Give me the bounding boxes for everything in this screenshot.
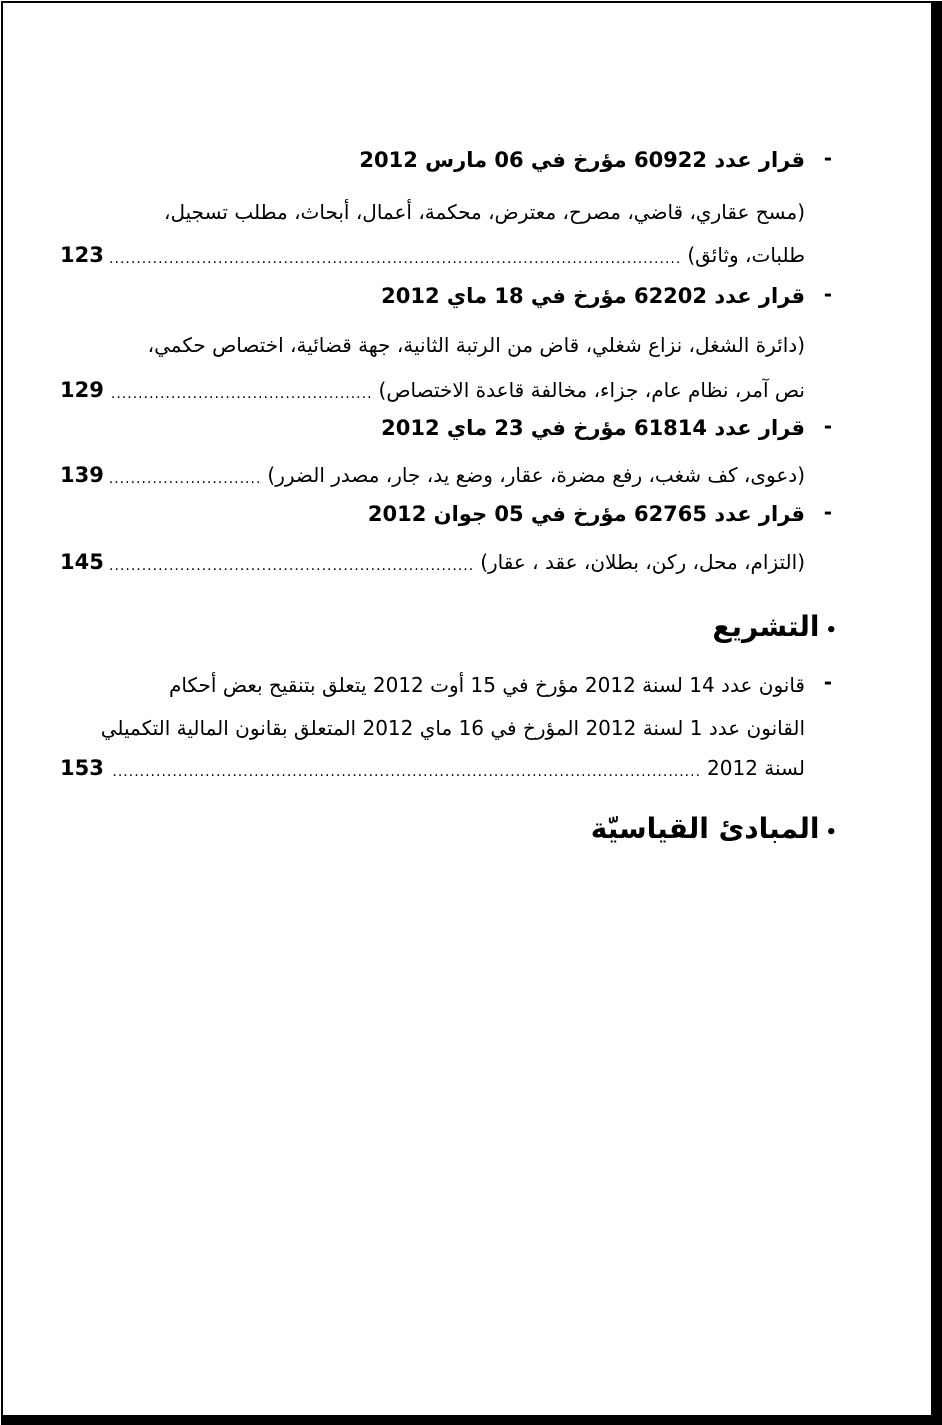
leader-dots — [110, 248, 681, 270]
decision-title: قرار عدد 61814 مؤرخ في 23 ماي 2012 — [381, 416, 805, 440]
page-number: 145 — [60, 550, 104, 574]
leader-dots — [110, 468, 262, 490]
decision-title: قرار عدد 60922 مؤرخ في 06 مارس 2012 — [359, 148, 805, 172]
list-dash: - — [823, 500, 832, 524]
list-dash: - — [823, 146, 832, 170]
section-title: التشريع — [712, 610, 820, 643]
bullet-icon: • — [825, 620, 837, 641]
toc-entry[interactable] — [60, 547, 805, 577]
page-number: 123 — [60, 243, 104, 267]
decision-title: قرار عدد 62202 مؤرخ في 18 ماي 2012 — [381, 284, 805, 308]
entry-text: لسنة 2012 — [707, 756, 805, 780]
leader-dots — [110, 761, 701, 783]
law-text: القانون عدد 1 لسنة 2012 المؤرخ في 16 ماي 2012 المتعلق بقانون المالية التكميلي — [100, 716, 805, 740]
page-number: 139 — [60, 463, 104, 487]
list-dash: - — [823, 282, 832, 306]
list-dash: - — [823, 414, 832, 438]
section-heading-principles — [591, 812, 837, 845]
toc-entry[interactable] — [60, 240, 805, 270]
page-number: 153 — [60, 756, 104, 780]
decision-keywords: (دائرة الشغل، نزاع شغلي، قاض من الرتبة الثانية، جهة قضائية، اختصاص حكمي، — [147, 333, 805, 357]
bullet-icon: • — [825, 822, 837, 843]
toc-entry[interactable] — [60, 753, 805, 783]
section-heading-legislation — [712, 610, 837, 643]
law-text: قانون عدد 14 لسنة 2012 مؤرخ في 15 أوت 2012 يتعلق بتنقيح بعض أحكام — [169, 673, 805, 697]
entry-text: (دعوى، كف شغب، رفع مضرة، عقار، وضع يد، جار، مصدر الضرر) — [267, 463, 805, 487]
entry-text: (التزام، محل، ركن، بطلان، عقد ، عقار) — [480, 550, 805, 574]
toc-entry[interactable] — [60, 460, 805, 490]
page-number: 129 — [60, 378, 104, 402]
decision-keywords: (مسح عقاري، قاضي، مصرح، معترض، محكمة، أعمال، أبحاث، مطلب تسجيل، — [164, 200, 805, 224]
leader-dots — [110, 555, 474, 577]
leader-dots — [110, 383, 373, 405]
toc-entry[interactable] — [60, 375, 805, 405]
entry-text: نص آمر، نظام عام، جزاء، مخالفة قاعدة الاختصاص) — [378, 378, 805, 402]
list-dash: - — [823, 670, 832, 694]
entry-text: طلبات، وثائق) — [687, 243, 805, 267]
decision-title: قرار عدد 62765 مؤرخ في 05 جوان 2012 — [367, 502, 805, 526]
section-title: المبادئ القياسيّة — [590, 812, 820, 845]
